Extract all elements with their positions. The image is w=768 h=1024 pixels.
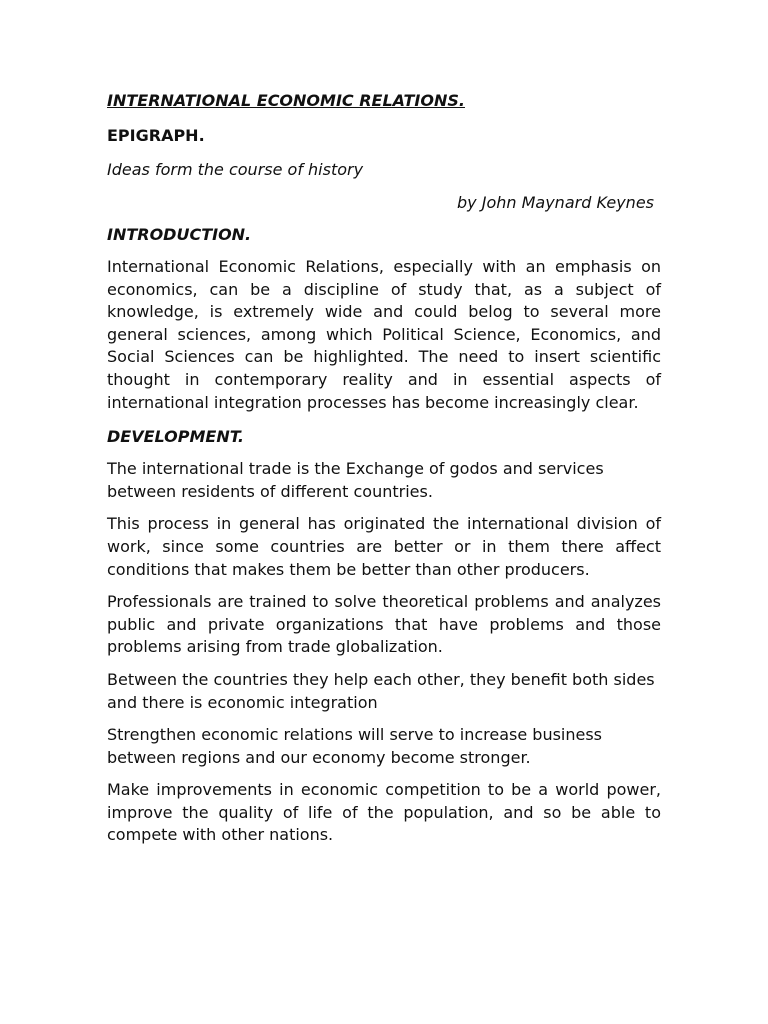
epigraph-quote: Ideas form the course of history (107, 160, 364, 179)
development-paragraph: Professionals are trained to solve theoretical problems and analyzes public and private organizations that have problems and those problems arising from trade globalization. (107, 592, 661, 657)
introduction-paragraph: International Economic Relations, especially with an emphasis on economics, can be a discipline of study that, as a subject of knowledge, is extremely wide and could belog to several more general sciences, among which Political Science, Economics, and Social Sciences can be highlighted. The need to insert scientific thought in contemporary reality and in essential aspects of international integration processes has become increasingly clear. (107, 257, 661, 412)
development-paragraph: Strengthen economic relations will serve to increase business between regions and our economy become stronger. (107, 725, 603, 767)
epigraph-author: by John Maynard Keynes (457, 193, 654, 212)
introduction-heading: INTRODUCTION. (107, 225, 252, 244)
development-paragraph: The international trade is the Exchange of godos and services between residents of different countries. (107, 459, 604, 501)
development-paragraph: Between the countries they help each other, they benefit both sides and there is economic integration (107, 669, 655, 712)
development-paragraph: This process in general has originated the international division of work, since some countries are better or in them there affect conditions that makes them be better than other producers. (107, 514, 661, 579)
epigraph-heading: EPIGRAPH. (107, 126, 205, 145)
document-page (107, 88, 661, 857)
development-heading: DEVELOPMENT. (107, 427, 244, 447)
document-title: INTERNATIONAL ECONOMIC RELATIONS. (107, 91, 465, 110)
development-paragraph: Make improvements in economic competition to be a world power, improve the quality of life of the population, and so be able to compete with other nations. (107, 780, 661, 845)
